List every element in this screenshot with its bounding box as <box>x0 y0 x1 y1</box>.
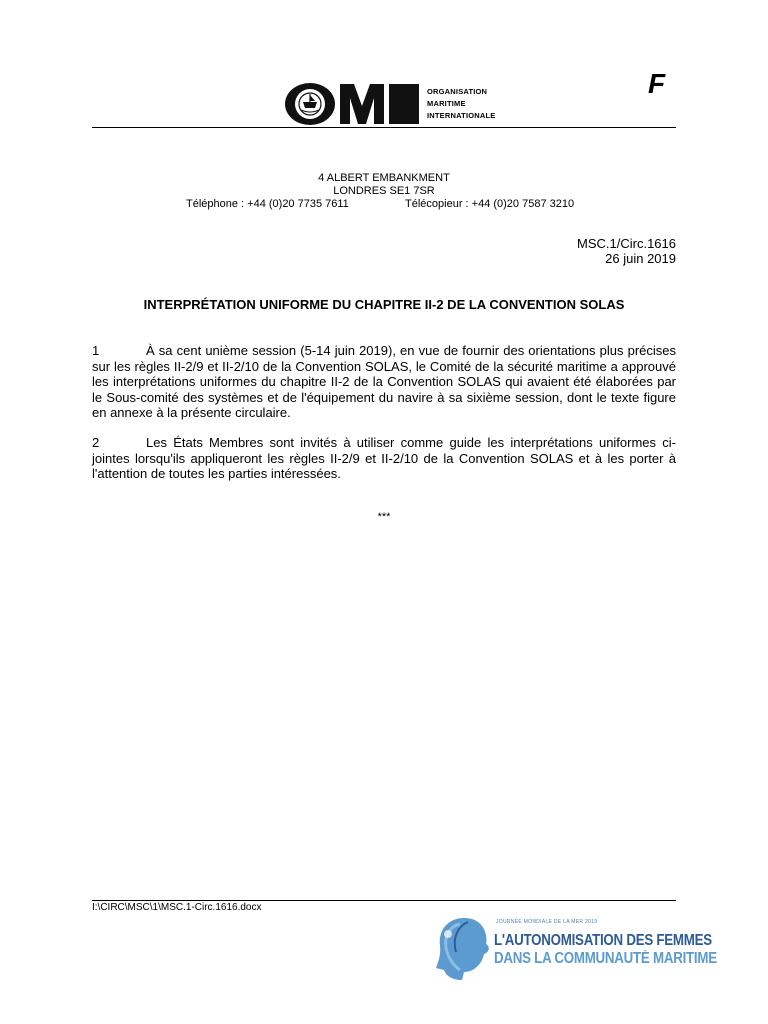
paragraph-number: 2 <box>92 435 100 450</box>
file-path: I:\CIRC\MSC\1\MSC.1-Circ.1616.docx <box>92 902 262 913</box>
omi-wordmark-icon <box>284 80 424 128</box>
woman-profile-icon <box>434 914 494 984</box>
contact-line <box>92 198 676 211</box>
banner-title-line-2: DANS LA COMMUNAUTÉ MARITIME <box>494 950 717 967</box>
org-line-3: INTERNATIONALE <box>427 111 496 120</box>
paragraph-text: À sa cent unième session (5-14 juin 2019), en vue de fournir des orientations plus précises sur les règles II-2/9 et II-2/10 de la Convention SOLAS, le Comité de la sécurité maritime a approuvé les interprétations uniformes du chapitre II-2 de la Convention SOLAS qui avaient été élaborées par le Sous-comité des systèmes et de l'équipement du navire à sa sixième session, dont le texte figure en annexe à la présente circulaire. <box>92 343 676 420</box>
org-line-2: MARITIME <box>427 99 466 108</box>
paragraph-1 <box>92 343 676 421</box>
footer-divider <box>92 900 676 901</box>
address-line-2: LONDRES SE1 7SR <box>333 185 435 197</box>
document-reference: MSC.1/Circ.1616 <box>577 236 676 251</box>
section-separator: *** <box>377 511 391 523</box>
banner-title-line-1: L'AUTONOMISATION DES FEMMES <box>494 932 712 949</box>
language-letter: F <box>648 68 666 99</box>
org-line-1: ORGANISATION <box>427 87 488 96</box>
imo-logo <box>284 80 514 128</box>
header-divider <box>92 127 676 128</box>
paragraph-2 <box>92 435 676 482</box>
banner-event: JOURNÉE MONDIALE DE LA MER 2019 <box>496 919 598 925</box>
phone-number: Téléphone : +44 (0)20 7735 7611 <box>186 198 349 210</box>
address-line-1: 4 ALBERT EMBANKMENT <box>318 172 450 184</box>
paragraph-number: 1 <box>92 343 100 358</box>
paragraph-text: Les États Membres sont invités à utiliser comme guide les interprétations uniformes ci-jointes lorsqu'ils appliqueront les règles II-2/9 et II-2/10 de la Convention SOLAS et à les porter à l'attention de toutes les parties intéressées. <box>92 435 676 481</box>
fax-number: Télécopieur : +44 (0)20 7587 3210 <box>405 198 575 210</box>
document-title: INTERPRÉTATION UNIFORME DU CHAPITRE II-2 DE LA CONVENTION SOLAS <box>143 297 625 312</box>
campaign-banner <box>434 912 717 986</box>
document-date: 26 juin 2019 <box>605 251 676 266</box>
